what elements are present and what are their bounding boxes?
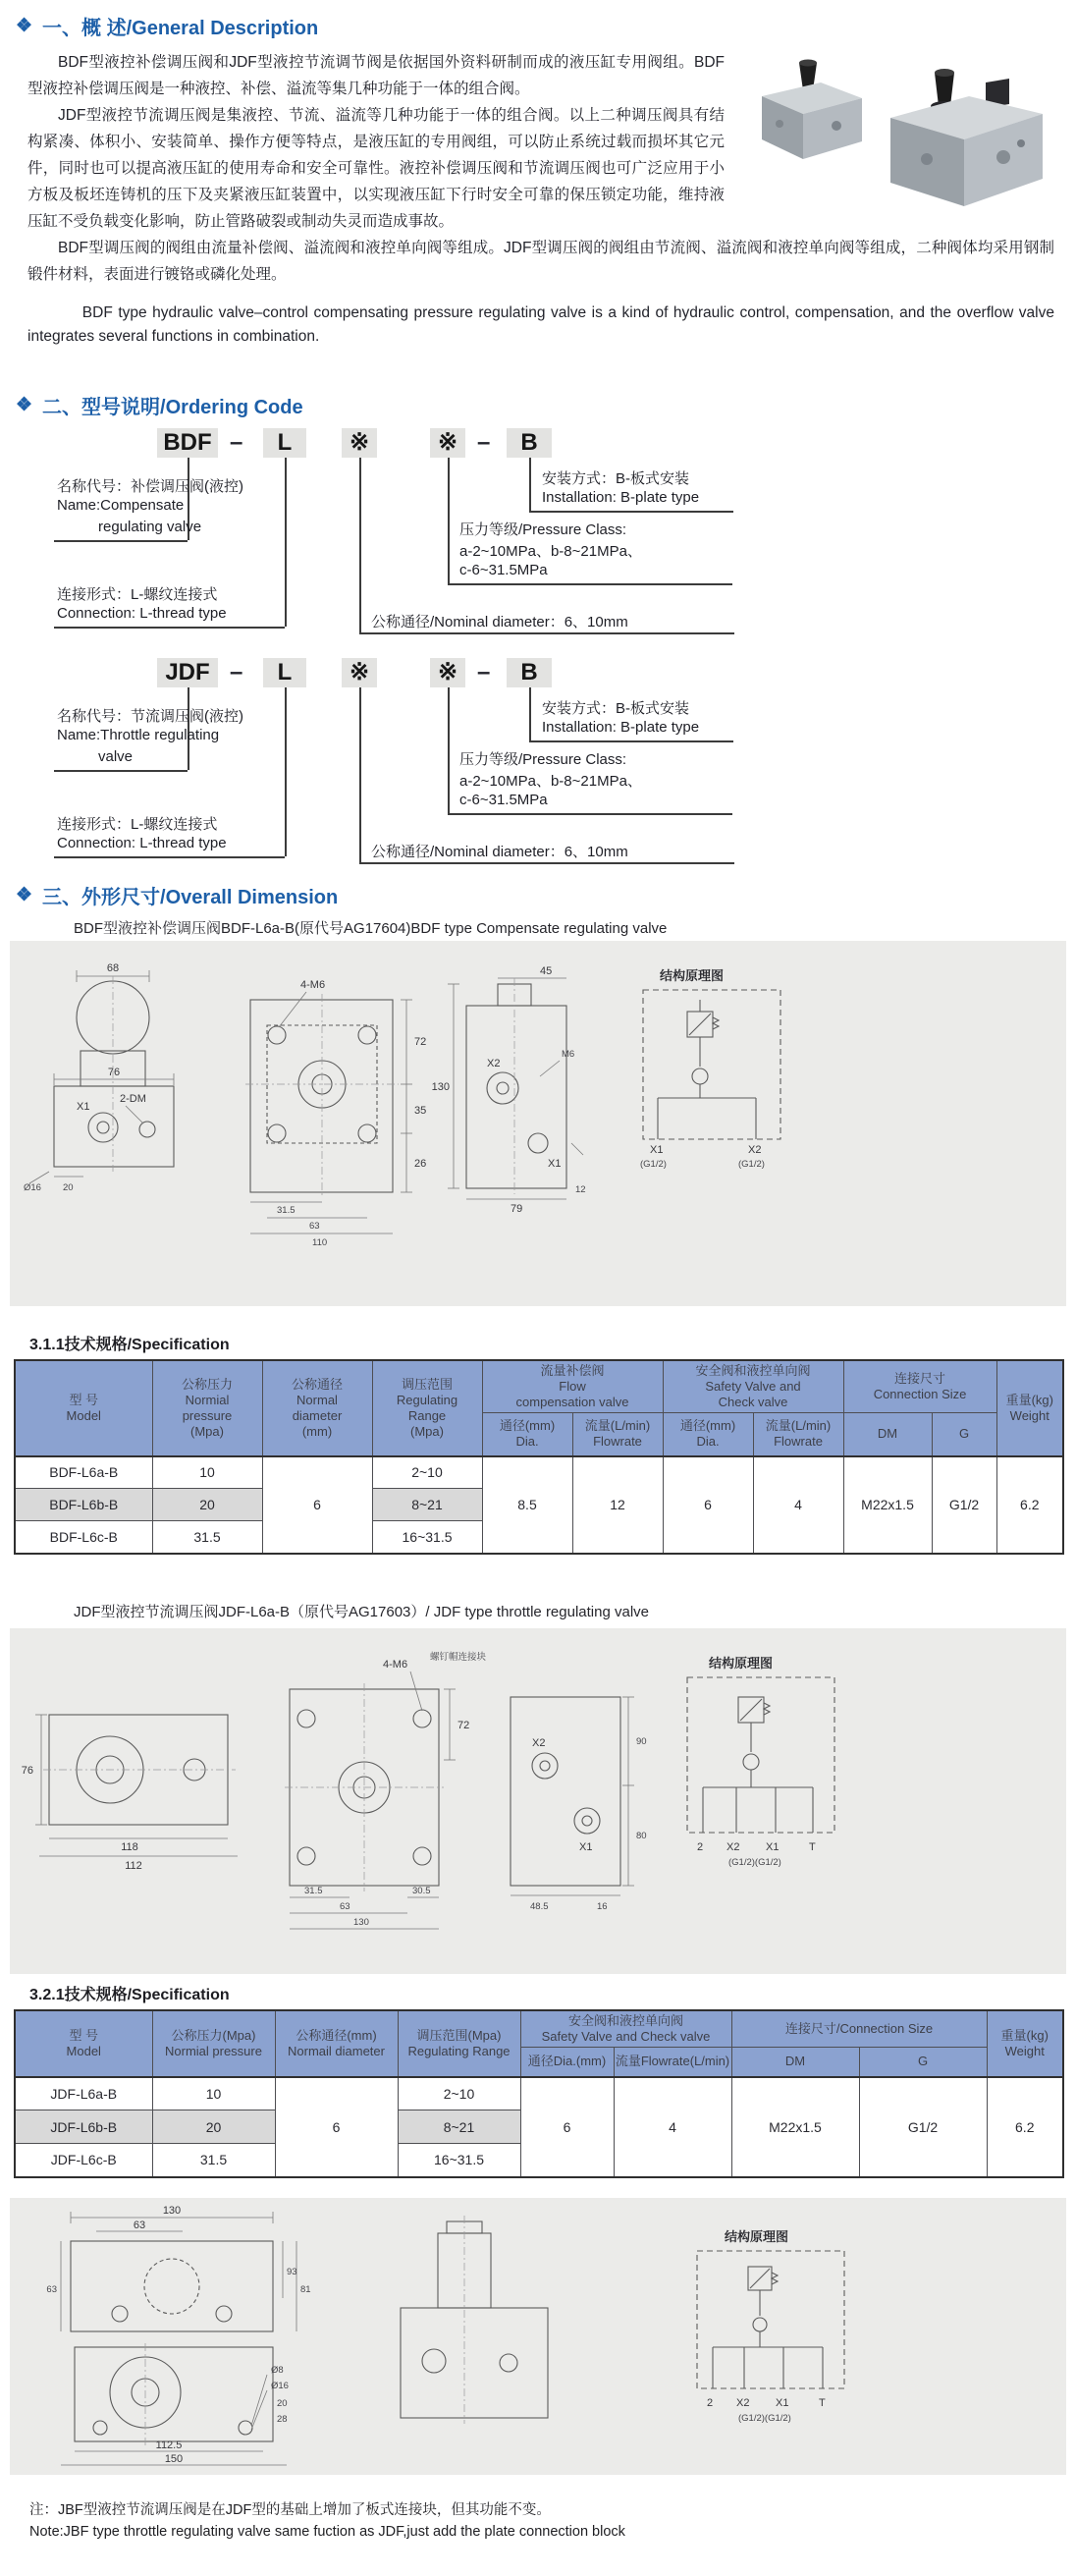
header-line: Connection Size — [873, 1387, 967, 1401]
bdf-dimension-drawing — [10, 941, 1066, 1306]
cell-weight: 6.2 — [996, 1456, 1063, 1554]
header-line: Normal — [296, 1392, 338, 1407]
section2-title: 二、型号说明/Ordering Code — [42, 397, 303, 418]
connection-label-en: Connection: L-thread type — [57, 605, 227, 622]
note-en: Note:JBF type throttle regulating valve same fuction as JDF,just add the plate connection block — [29, 2524, 625, 2540]
dim-90: 90 — [636, 1736, 647, 1747]
header-line: compensation valve — [515, 1395, 629, 1409]
bdf-drawing-subtitle: BDF型液控补偿调压阀BDF-L6a-B(原代号AG17604)BDF type Compensate regulating valve — [74, 920, 668, 937]
subcol-safety-dia — [663, 1413, 753, 1456]
col-header-safety-valve — [520, 2010, 731, 2048]
table-row — [15, 1456, 1063, 1489]
jdf-drawing-subtitle: JDF型液控节流调压阀JDF-L6a-B（原代号AG17603）/ JDF type throttle regulating valve — [74, 1604, 650, 1620]
cell-model: JDF-L6b-B — [15, 2110, 152, 2144]
schematic-title: 结构原理图 — [709, 1656, 774, 1671]
code-box-diameter: ※ — [342, 658, 377, 687]
code-box-installation: B — [507, 658, 552, 687]
cell-pressure: 20 — [152, 1489, 262, 1521]
underline — [448, 813, 732, 815]
name-label-en1: Name:Compensate — [57, 497, 185, 514]
header-line: Regulating — [396, 1392, 458, 1407]
code-box-series: JDF — [157, 658, 218, 687]
col-header-model — [15, 1360, 152, 1456]
dim-phi8: Ø8 — [271, 2365, 284, 2376]
header-line: 公称通径 — [291, 1376, 343, 1392]
code-box-connection: L — [263, 658, 306, 687]
header-line: Regulating Range — [407, 2043, 511, 2058]
pressure-class-label: 压力等级/Pressure Class: — [459, 751, 627, 768]
jbf-top-view — [71, 2241, 273, 2331]
section3-heading — [16, 881, 338, 909]
bdf-plan-dims — [250, 992, 412, 1233]
col-header-weight — [987, 2010, 1063, 2077]
jdf-dimension-drawing — [10, 1628, 1066, 1974]
code-box-connection: L — [263, 428, 306, 458]
cell-flow-rate: 12 — [572, 1456, 663, 1554]
port-x1: X1 — [77, 1101, 90, 1113]
port-x2: X2 — [532, 1737, 546, 1749]
dim-118: 118 — [121, 1841, 138, 1853]
cell-range: 8~21 — [398, 2110, 520, 2144]
code-dash: – — [230, 429, 243, 456]
connector-line — [448, 458, 450, 583]
jbf-front-view — [75, 2347, 273, 2441]
connector-line — [285, 458, 287, 627]
connector-line — [529, 458, 531, 511]
header-line: Model — [66, 1407, 101, 1423]
dim-81: 81 — [300, 2284, 311, 2295]
subcol-g: G — [932, 1413, 996, 1456]
section3-title: 三、外形尺寸/Overall Dimension — [42, 887, 339, 908]
name-label-en2: valve — [98, 748, 134, 765]
subcol-flow-dia — [482, 1413, 572, 1456]
spec2-title: 3.2.1技术规格/Specification — [29, 1987, 230, 2003]
header-line: (Mpa) — [190, 1423, 224, 1439]
underline — [448, 583, 732, 585]
dim-phi16: Ø16 — [24, 1182, 41, 1193]
bdf-front-dims — [29, 970, 174, 1183]
schematic-port-x2: X2 — [748, 1144, 762, 1156]
port-x1: X1 — [579, 1841, 593, 1853]
header-line: (mm) — [301, 1423, 333, 1439]
schematic-title: 结构原理图 — [725, 2229, 789, 2244]
name-label-en2: regulating valve — [98, 519, 202, 535]
diamond-bullet-icon: ❖ — [16, 885, 33, 905]
code-dash: – — [477, 429, 491, 456]
header-line: Normial pressure — [165, 2043, 262, 2058]
cell-model: BDF-L6b-B — [15, 1489, 152, 1521]
col-header-weight — [996, 1360, 1063, 1456]
jdf-drawing-svg — [10, 1628, 1066, 1974]
connection-label-en: Connection: L-thread type — [57, 835, 227, 851]
schematic-port-x2-size: (G1/2) — [738, 1159, 765, 1170]
cell-weight: 6.2 — [987, 2077, 1063, 2177]
code-dash: – — [230, 659, 243, 685]
header-line: Weight — [1004, 2043, 1045, 2058]
underline — [529, 511, 733, 513]
underline — [529, 740, 733, 742]
dim-28: 28 — [277, 2414, 288, 2425]
connector-line — [529, 687, 531, 740]
schematic-title: 结构原理图 — [660, 968, 725, 983]
paragraph-english: BDF type hydraulic valve–control compensating pressure regulating valve is a kind of hydraulic control, compensation, and the overflow valve integrates several functions in combination. — [27, 304, 1054, 345]
dim-63: 63 — [340, 1901, 350, 1912]
cell-g: G1/2 — [859, 2077, 987, 2177]
header-line: Dia. — [696, 1434, 720, 1450]
schematic-port-x1-size: (G1/2) — [640, 1159, 667, 1170]
dim-63: 63 — [309, 1221, 320, 1232]
nominal-diameter-label: 公称通径/Nominal diameter：6、10mm — [371, 844, 628, 860]
header-line: Safety Valve and Check valve — [541, 2029, 711, 2044]
dim-4m6: 4-M6 — [300, 979, 326, 991]
cell-range: 8~21 — [372, 1489, 482, 1521]
connector-line — [285, 687, 287, 856]
header-line: Range — [407, 1407, 447, 1423]
dim-130: 130 — [353, 1917, 369, 1928]
code-box-pressure: ※ — [430, 428, 465, 458]
dim-72: 72 — [414, 1036, 427, 1048]
code-box-series: BDF — [157, 428, 218, 458]
name-label-en1: Name:Throttle regulating — [57, 727, 220, 743]
header-line: 重量(kg) — [1005, 1392, 1053, 1407]
paragraph-1: BDF型液控补偿调压阀和JDF型液控节流调节阀是依据国外资料研制而成的液压缸专用阀组。BDF型液控补偿调压阀是一种液控、补偿、溢流等集几种功能于一体的组合阀。 — [27, 54, 725, 97]
port-x2: X2 — [487, 1058, 501, 1069]
header-line: pressure — [182, 1407, 233, 1423]
col-header-pressure — [152, 2010, 275, 2077]
schematic-port-t: T — [809, 1841, 816, 1853]
dim-110: 110 — [312, 1237, 328, 1248]
cell-safety-rate: 4 — [753, 1456, 843, 1554]
cell-range: 16~31.5 — [372, 1521, 482, 1554]
underline — [54, 770, 188, 772]
cell-pressure: 10 — [152, 1456, 262, 1489]
dim-68: 68 — [106, 962, 120, 974]
subcol-safety-rate — [753, 1413, 843, 1456]
col-header-safety-valve — [663, 1360, 843, 1413]
header-line: Normail diameter — [288, 2043, 385, 2058]
code-box-pressure: ※ — [430, 658, 465, 687]
dim-72: 72 — [457, 1720, 470, 1731]
underline — [54, 627, 285, 629]
header-line: Flow — [559, 1379, 586, 1394]
section1-title: 一、概 述/General Description — [42, 18, 319, 39]
jdf-front-dims — [35, 1715, 238, 1856]
bdf-side-dims — [448, 978, 583, 1199]
note-cn: 注：JBF型液控节流调压阀是在JDF型的基础上增加了板式连接块，但其功能不变。 — [29, 2502, 551, 2518]
pressure-class-label: 压力等级/Pressure Class: — [459, 521, 627, 538]
dim-26: 26 — [414, 1158, 427, 1170]
header-line: Weight — [1009, 1407, 1049, 1423]
cell-pressure: 31.5 — [152, 1521, 262, 1554]
product-photos — [738, 49, 1054, 228]
dim-16: 16 — [597, 1901, 608, 1912]
header-line: Flowrate — [593, 1434, 642, 1450]
header-line: 调压范围(Mpa) — [416, 2027, 502, 2043]
header-line: 重量(kg) — [1000, 2027, 1049, 2043]
dim-12: 12 — [575, 1184, 586, 1195]
underline — [54, 540, 188, 542]
schematic-port-x2: X2 — [726, 1841, 740, 1853]
nominal-diameter-label: 公称通径/Nominal diameter：6、10mm — [371, 614, 628, 630]
col-header-diameter — [262, 1360, 372, 1456]
jdf-schematic — [687, 1677, 834, 1833]
dim-20: 20 — [277, 2398, 288, 2409]
header-line: 连接尺寸 — [894, 1371, 946, 1386]
dim-2dm: 2-DM — [120, 1093, 146, 1105]
header-line: 安全阀和液控单向阀 — [695, 1363, 811, 1378]
cell-dm: M22x1.5 — [731, 2077, 859, 2177]
col-header-connection — [843, 1360, 996, 1413]
dim-48-5: 48.5 — [530, 1901, 549, 1912]
cell-flow-dia: 8.5 — [482, 1456, 572, 1554]
cell-range: 16~31.5 — [398, 2144, 520, 2177]
dim-93: 93 — [287, 2267, 297, 2277]
cell-pressure: 20 — [152, 2110, 275, 2144]
dim-130: 130 — [431, 1081, 450, 1093]
installation-label-cn: 安装方式：B-板式安装 — [542, 700, 690, 717]
schematic-port-x2: X2 — [736, 2397, 750, 2409]
header-line: Dia. — [515, 1434, 539, 1450]
cell-model: JDF-L6c-B — [15, 2144, 152, 2177]
dim-112: 112 — [125, 1860, 142, 1872]
cell-range: 2~10 — [398, 2077, 520, 2110]
connection-label-cn: 连接形式：L-螺纹连接式 — [57, 586, 218, 603]
header-line: 公称压力(Mpa) — [171, 2027, 256, 2043]
col-header-diameter — [275, 2010, 398, 2077]
dim-45: 45 — [540, 965, 553, 977]
dim-30-5: 30.5 — [412, 1886, 431, 1896]
subcol-dm: DM — [731, 2048, 859, 2077]
dim-63-v: 63 — [46, 2284, 57, 2295]
cell-pressure: 10 — [152, 2077, 275, 2110]
schematic-port-2: 2 — [697, 1841, 704, 1853]
dim-phi16: Ø16 — [271, 2381, 289, 2391]
pressure-class-values1: a-2~10MPa、b-8~21MPa、 — [459, 773, 642, 790]
dim-112-5: 112.5 — [155, 2439, 183, 2451]
general-description-block — [27, 49, 1054, 349]
product-photo-jdf-valve — [876, 49, 1054, 216]
schematic-port-t: T — [819, 2397, 826, 2409]
header-line: diameter — [292, 1407, 343, 1423]
header-line: 流量(L/min) — [584, 1418, 651, 1434]
spec1-title: 3.1.1技术规格/Specification — [29, 1337, 230, 1353]
schematic-port-x1: X1 — [650, 1144, 664, 1156]
dim-80: 80 — [636, 1831, 647, 1841]
cell-model: BDF-L6a-B — [15, 1456, 152, 1489]
subcol-dm: DM — [843, 1413, 932, 1456]
port-x1: X1 — [548, 1158, 562, 1170]
jbf-top-dims — [61, 2212, 296, 2331]
screw-cap-label: 螺钉帽连接块 — [430, 1652, 487, 1663]
schematic-port-sizes: (G1/2)(G1/2) — [738, 2413, 791, 2424]
dim-150: 150 — [164, 2453, 184, 2465]
diamond-bullet-icon: ❖ — [16, 395, 33, 415]
cell-g: G1/2 — [932, 1456, 996, 1554]
cell-safety-dia: 6 — [663, 1456, 753, 1554]
cell-model: BDF-L6c-B — [15, 1521, 152, 1554]
col-header-connection: 连接尺寸/Connection Size — [731, 2010, 987, 2048]
section1-heading — [16, 12, 318, 40]
cell-diameter: 6 — [275, 2077, 398, 2177]
col-header-pressure — [152, 1360, 262, 1456]
header-line: 通径(mm) — [679, 1418, 736, 1434]
underline — [359, 632, 734, 634]
header-line: Check valve — [718, 1395, 788, 1409]
header-line: 型 号 — [69, 1392, 99, 1407]
jbf-side-view — [401, 2221, 548, 2418]
pressure-class-values2: c-6~31.5MPa — [459, 792, 548, 808]
bdf-spec-table — [14, 1359, 1064, 1555]
name-label-cn: 名称代号：节流调压阀(液控) — [57, 708, 243, 725]
subcol-safety-dia: 通径Dia.(mm) — [520, 2048, 614, 2077]
header-line: 流量(L/min) — [765, 1418, 832, 1434]
header-line: 安全阀和液控单向阀 — [567, 2013, 683, 2028]
subcol-flow-rate — [572, 1413, 663, 1456]
header-line: Normial — [185, 1392, 230, 1407]
cell-diameter: 6 — [262, 1456, 372, 1554]
pressure-class-values2: c-6~31.5MPa — [459, 562, 548, 578]
dim-76: 76 — [107, 1067, 121, 1078]
name-label-cn: 名称代号：补偿调压阀(液控) — [57, 478, 243, 495]
code-dash: – — [477, 659, 491, 685]
subcol-g: G — [859, 2048, 987, 2077]
header-line: 公称压力 — [181, 1376, 233, 1392]
connector-line — [359, 458, 361, 632]
header-line: Model — [66, 2043, 101, 2058]
section2-heading — [16, 391, 303, 419]
paragraph-2: JDF型液控节流调压阀是集液控、节流、溢流等几种功能于一体的组合阀。以上二种调压阀具有结构紧凑、体积小、安装简单、操作方便等特点，是液压缸的专用阀组，可以防止系统过载而损坏其它元件，同时也可以提高液压缸的使用寿命和安全可靠性。液控补偿调压阀和节流调压阀也可广泛应用于小方板及板坯连铸机的压下及夹紧液压缸装置中，以实现液压缸下行时安全可靠的保压锁定功能，维持液压缸不受负载变化影响，防止管路破裂或制动失灵而造成事故。 — [27, 107, 725, 230]
schematic-port-2: 2 — [707, 2397, 714, 2409]
connector-line — [359, 687, 361, 862]
bdf-ordering-diagram — [0, 428, 1076, 642]
header-line: 通径(mm) — [499, 1418, 556, 1434]
schematic-port-x1: X1 — [776, 2397, 789, 2409]
jdf-spec-table — [14, 2009, 1064, 2178]
installation-label-en: Installation: B-plate type — [542, 719, 700, 736]
connector-line — [448, 687, 450, 813]
bdf-drawing-svg — [10, 941, 1066, 1306]
pressure-class-values1: a-2~10MPa、b-8~21MPa、 — [459, 543, 642, 560]
jdf-side-view — [511, 1697, 620, 1886]
jbf-front-dims — [61, 2375, 287, 2465]
cell-dm: M22x1.5 — [843, 1456, 932, 1554]
cell-range: 2~10 — [372, 1456, 482, 1489]
jdf-ordering-diagram — [0, 658, 1076, 872]
code-box-diameter: ※ — [342, 428, 377, 458]
dim-20: 20 — [63, 1182, 74, 1193]
header-line: 型 号 — [69, 2027, 99, 2043]
col-header-range — [398, 2010, 520, 2077]
col-header-flow-valve — [482, 1360, 663, 1413]
dim-31-5: 31.5 — [277, 1205, 296, 1216]
dim-m6: M6 — [562, 1049, 575, 1060]
paragraph-3: BDF型调压阀的阀组由流量补偿阀、溢流阀和液控单向阀等组成。JDF型调压阀的阀组由节流阀、溢流阀和液控单向阀等组成，二种阀体均采用钢制锻件材料，表面进行镀铬或磷化处理。 — [27, 240, 1054, 283]
cell-model: JDF-L6a-B — [15, 2077, 152, 2110]
installation-label-cn: 安装方式：B-板式安装 — [542, 470, 690, 487]
cell-safety-rate: 4 — [614, 2077, 731, 2177]
dim-31-5: 31.5 — [304, 1886, 323, 1896]
connection-label-cn: 连接形式：L-螺纹连接式 — [57, 816, 218, 833]
code-box-installation: B — [507, 428, 552, 458]
product-photo-bdf-valve — [744, 49, 872, 167]
installation-label-en: Installation: B-plate type — [542, 489, 700, 506]
dim-4m6: 4-M6 — [383, 1659, 408, 1671]
dim-130: 130 — [162, 2205, 182, 2217]
cell-safety-dia: 6 — [520, 2077, 614, 2177]
header-line: (Mpa) — [410, 1423, 444, 1439]
schematic-port-x1: X1 — [766, 1841, 780, 1853]
jbf-schematic — [697, 2251, 844, 2388]
header-line: Safety Valve and — [705, 1379, 801, 1394]
schematic-port-sizes: (G1/2)(G1/2) — [728, 1857, 781, 1868]
dim-35: 35 — [414, 1105, 427, 1117]
jbf-drawing-svg — [10, 2198, 1066, 2475]
col-header-range — [372, 1360, 482, 1456]
subcol-safety-rate: 流量Flowrate(L/min) — [614, 2048, 731, 2077]
dim-76: 76 — [21, 1765, 33, 1777]
bdf-plan-view — [250, 1000, 393, 1192]
header-line: 调压范围 — [401, 1376, 453, 1392]
dim-63: 63 — [133, 2220, 146, 2231]
cell-pressure: 31.5 — [152, 2144, 275, 2177]
jbf-dimension-drawing — [10, 2198, 1066, 2475]
header-line: Flowrate — [774, 1434, 823, 1450]
header-line: 流量补偿阀 — [540, 1363, 605, 1378]
dim-79: 79 — [511, 1203, 523, 1215]
col-header-model — [15, 2010, 152, 2077]
underline — [359, 862, 734, 864]
jdf-side-dims — [511, 1697, 634, 1895]
table-row — [15, 2077, 1063, 2110]
header-line: 公称通径(mm) — [296, 2027, 377, 2043]
diamond-bullet-icon: ❖ — [16, 16, 33, 36]
underline — [54, 856, 285, 858]
bdf-schematic — [643, 990, 780, 1139]
